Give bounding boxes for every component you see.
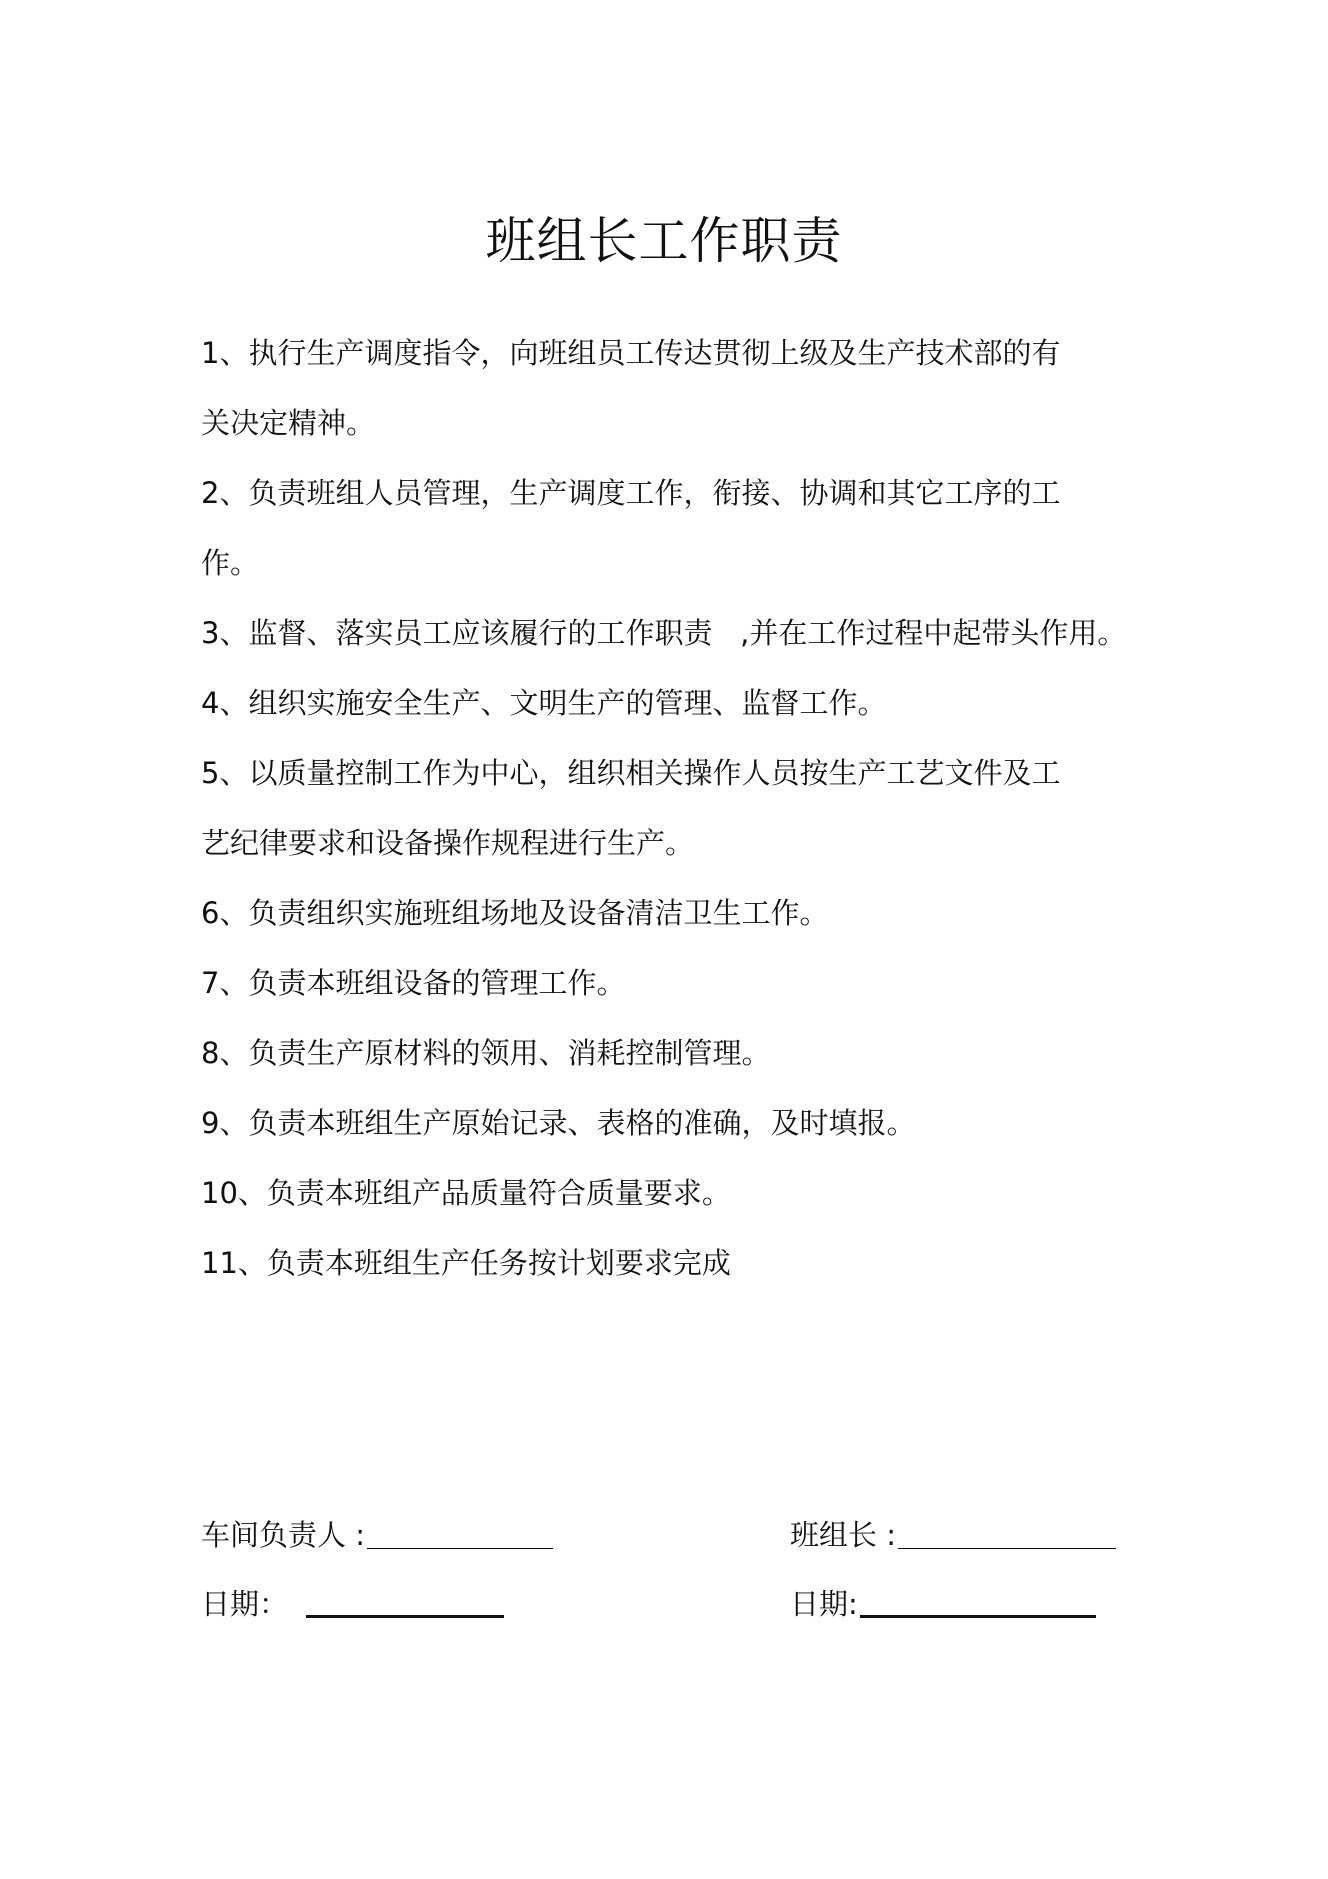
duty-line: 5、以质量控制工作为中心，组织相关操作人员按生产工艺文件及工	[201, 756, 1061, 790]
duty-line: 7、负责本班组设备的管理工作。	[201, 966, 626, 1000]
duty-line: 作。	[201, 546, 260, 580]
page-title: 班组长工作职责	[485, 212, 843, 270]
duty-line: 艺纪律要求和设备操作规程进行生产。	[201, 826, 695, 860]
duty-line: 3、监督、落实员工应该履行的工作职责 ,并在工作过程中起带头作用。	[201, 616, 1127, 650]
date-right	[790, 1584, 1096, 1624]
team-leader-signature	[790, 1515, 1116, 1555]
duty-line: 9、负责本班组生产原始记录、表格的准确，及时填报。	[201, 1106, 916, 1140]
workshop-head-label: 车间负责人 :	[201, 1518, 365, 1552]
duty-line: 11、负责本班组生产任务按计划要求完成	[201, 1246, 731, 1280]
workshop-head-signature	[201, 1515, 553, 1555]
date-left-line[interactable]	[306, 1585, 504, 1618]
duty-item-3	[201, 598, 1127, 668]
date-right-line[interactable]	[860, 1585, 1096, 1618]
duty-line: 6、负责组织实施班组场地及设备清洁卫生工作。	[201, 896, 829, 930]
duty-item-10	[201, 1158, 1121, 1228]
duty-item-6	[201, 878, 1121, 948]
team-leader-label: 班组长 :	[790, 1518, 896, 1552]
duty-list	[201, 318, 1127, 1298]
duty-item-8	[201, 1018, 1121, 1088]
duty-line: 8、负责生产原材料的领用、消耗控制管理。	[201, 1036, 771, 1070]
date-right-label: 日期:	[790, 1587, 858, 1621]
date-left-label: 日期：	[201, 1587, 289, 1621]
duty-item-4	[201, 668, 1121, 738]
duty-item-11	[201, 1228, 1121, 1298]
duty-line: 10、负责本班组产品质量符合质量要求。	[201, 1176, 731, 1210]
duty-item-1	[201, 318, 1121, 458]
duty-item-5	[201, 738, 1121, 878]
duty-line: 关决定精神。	[201, 406, 376, 440]
duty-line: 1、执行生产调度指令，向班组员工传达贯彻上级及生产技术部的有	[201, 336, 1061, 370]
date-left	[201, 1584, 504, 1624]
duty-line: 2、负责班组人员管理，生产调度工作，衔接、协调和其它工序的工	[201, 476, 1061, 510]
workshop-head-signature-line[interactable]	[367, 1518, 553, 1549]
duty-item-9	[201, 1088, 1121, 1158]
team-leader-signature-line[interactable]	[898, 1518, 1116, 1549]
duty-line: 4、组织实施安全生产、文明生产的管理、监督工作。	[201, 686, 887, 720]
duty-item-2	[201, 458, 1121, 598]
duty-item-7	[201, 948, 1121, 1018]
